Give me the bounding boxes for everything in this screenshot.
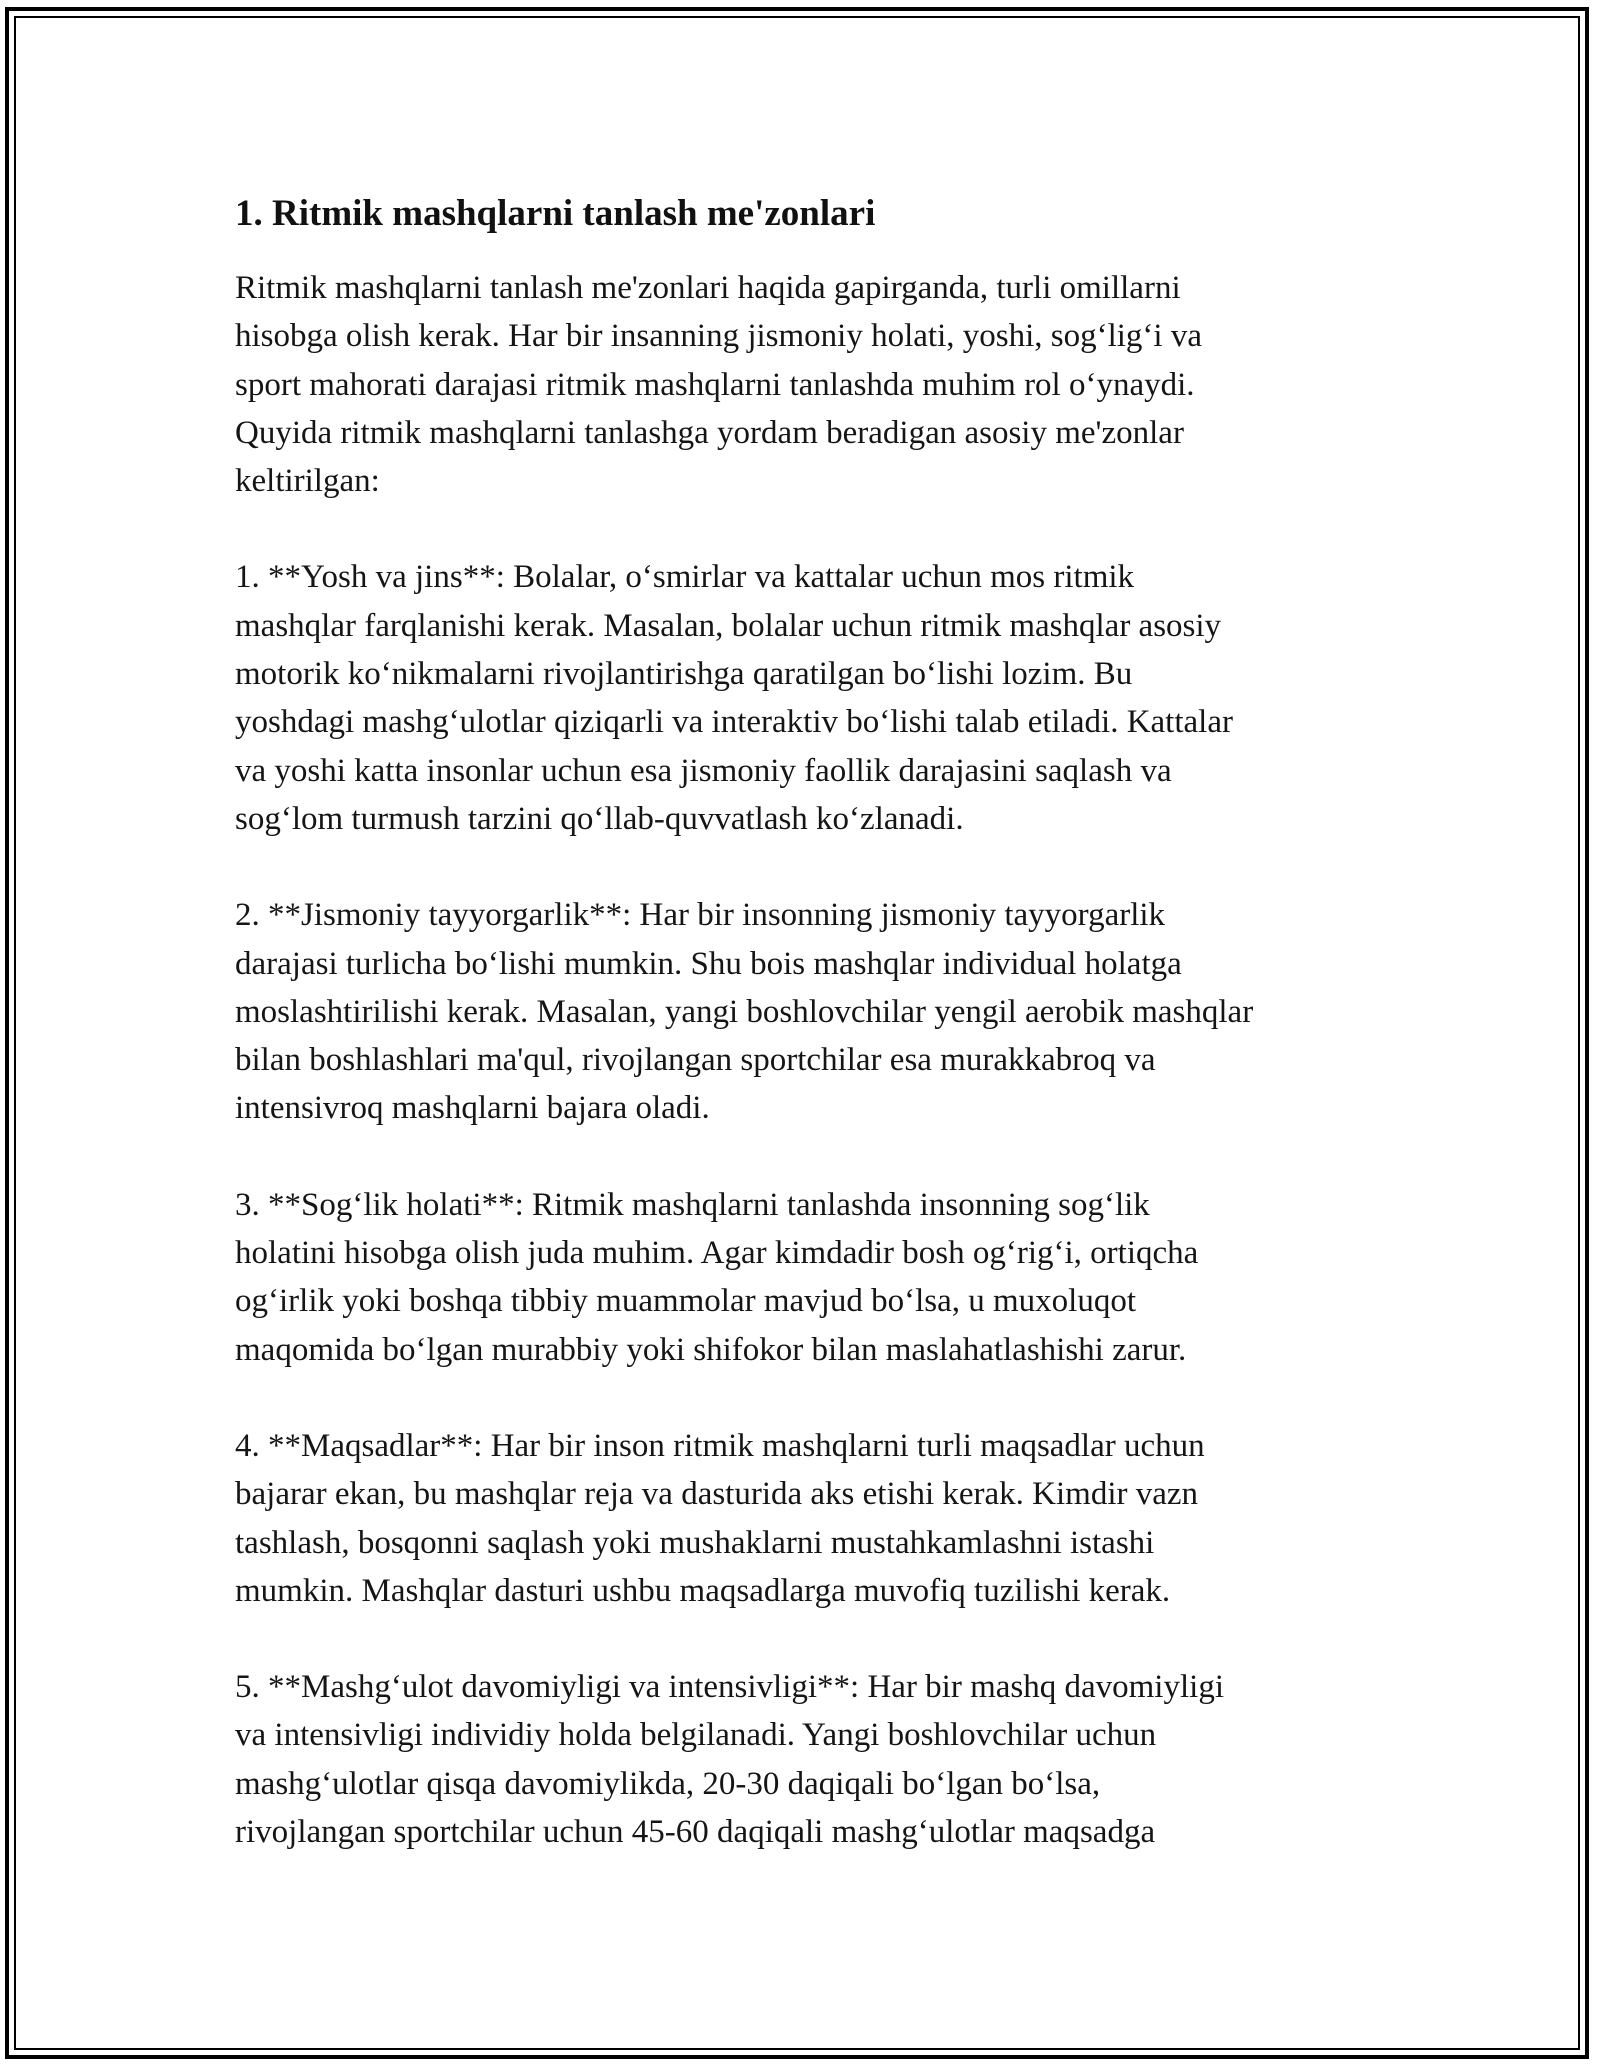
text-line: va intensivligi individiy holda belgilanadi. Yangi boshlovchilar uchun (235, 1717, 1157, 1754)
paragraph (235, 1422, 1375, 1615)
document-body (235, 186, 1375, 1904)
text-line: intensivroq mashqlarni bajara oladi. (235, 1090, 710, 1127)
text-line: mumkin. Mashqlar dasturi ushbu maqsadlarga muvofiq tuzilishi kerak. (235, 1572, 1171, 1609)
text-line: darajasi turlicha bo‘lishi mumkin. Shu bois mashqlar individual holatga (235, 945, 1182, 982)
text-line: bilan boshlashlari ma'qul, rivojlangan sportchilar esa murakkabroq va (235, 1042, 1156, 1079)
text-line: 4. **Maqsadlar**: Har bir inson ritmik mashqlarni turli maqsadlar uchun (235, 1427, 1205, 1464)
text-line: keltirilgan: (235, 463, 380, 500)
text-line: mashg‘ulotlar qisqa davomiylikda, 20-30 daqiqali bo‘lgan bo‘lsa, (235, 1765, 1101, 1802)
text-line: bajarar ekan, bu mashqlar reja va dasturida aks etishi kerak. Kimdir vazn (235, 1476, 1199, 1513)
paragraph (235, 553, 1375, 843)
text-line: og‘irlik yoki boshqa tibbiy muammolar mavjud bo‘lsa, u muxoluqot (235, 1283, 1136, 1320)
text-line: sport mahorati darajasi ritmik mashqlarni tanlashda muhim rol o‘ynaydi. (235, 366, 1195, 403)
paragraph (235, 1663, 1375, 1856)
text-line: Ritmik mashqlarni tanlash me'zonlari haqida gapirganda, turli omillarni (235, 270, 1181, 306)
text-line: 2. **Jismoniy tayyorgarlik**: Har bir insonning jismoniy tayyorgarlik (235, 897, 1166, 934)
text-line: maqomida bo‘lgan murabbiy yoki shifokor bilan maslahatlashishi zarur. (235, 1331, 1187, 1368)
text-line: rivojlangan sportchilar uchun 45-60 daqiqali mashg‘ulotlar maqsadga (235, 1814, 1156, 1851)
text-line: va yoshi katta insonlar uchun esa jismoniy faollik darajasini saqlash va (235, 752, 1172, 789)
text-line: hisobga olish kerak. Har bir insanning jismoniy holati, yoshi, sog‘lig‘i va (235, 318, 1202, 355)
paragraph (235, 891, 1375, 1132)
text-line: motorik ko‘nikmalarni rivojlantirishga qaratilgan bo‘lishi lozim. Bu (235, 656, 1133, 693)
text-line: Quyida ritmik mashqlarni tanlashga yordam beradigan asosiy me'zonlar (235, 414, 1184, 451)
paragraph (235, 1181, 1375, 1374)
text-line: moslashtirilishi kerak. Masalan, yangi boshlovchilar yengil aerobik mashqlar (235, 993, 1254, 1030)
text-line: 5. **Mashg‘ulot davomiyligi va intensivligi**: Har bir mashq davomiyligi (235, 1669, 1224, 1706)
text-line: holatini hisobga olish juda muhim. Agar kimdadir bosh og‘rig‘i, ortiqcha (235, 1235, 1199, 1272)
text-line: tashlash, bosqonni saqlash yoki mushaklarni mustahkamlashni istashi (235, 1524, 1155, 1561)
text-line: mashqlar farqlanishi kerak. Masalan, bolalar uchun ritmik mashqlar asosiy (235, 607, 1222, 644)
paragraph (235, 264, 1375, 505)
text-line: 1. **Yosh va jins**: Bolalar, o‘smirlar va kattalar uchun mos ritmik (235, 559, 1135, 596)
text-line: yoshdagi mashg‘ulotlar qiziqarli va interaktiv bo‘lishi talab etiladi. Kattalar (235, 704, 1233, 741)
section-heading: 1. Ritmik mashqlarni tanlash me'zonlari (235, 193, 876, 234)
text-line: 3. **Sog‘lik holati**: Ritmik mashqlarni tanlashda insonning sog‘lik (235, 1186, 1150, 1223)
text-line: sog‘lom turmush tarzini qo‘llab-quvvatlash ko‘zlanadi. (235, 800, 964, 837)
paragraph-list (235, 264, 1375, 1856)
